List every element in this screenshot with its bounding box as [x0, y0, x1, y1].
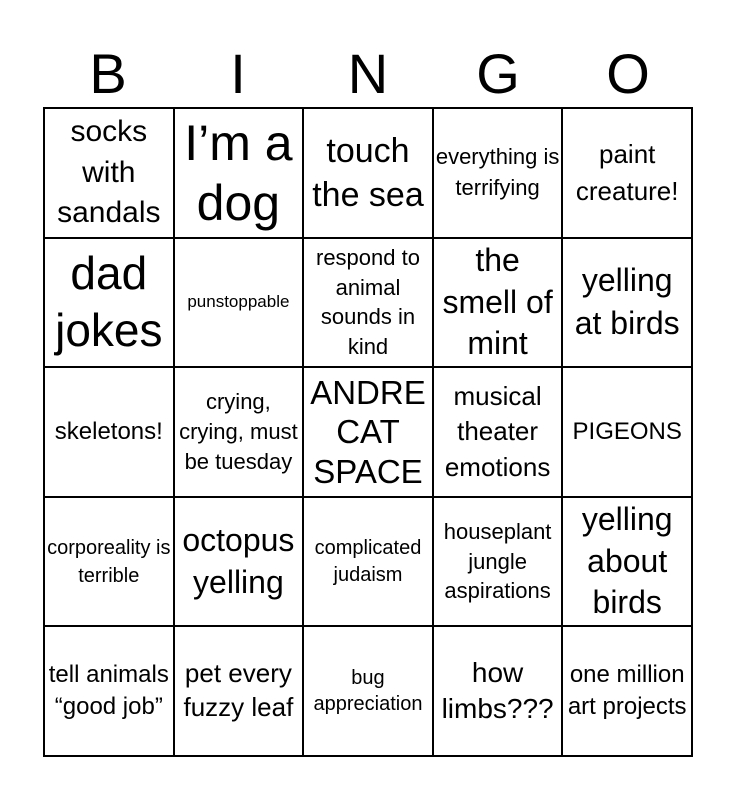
bingo-header — [43, 40, 693, 108]
bingo-cell[interactable] — [174, 497, 304, 627]
cell-text: paint creature! — [575, 139, 679, 206]
bingo-cell[interactable] — [44, 108, 174, 238]
cell-text: octopus yelling — [182, 522, 295, 600]
bingo-cell[interactable] — [562, 626, 692, 756]
bingo-cell[interactable] — [562, 108, 692, 238]
bingo-cell[interactable] — [303, 367, 433, 497]
cell-text: punstoppable — [187, 292, 290, 312]
cell-text: yelling about birds — [581, 501, 673, 621]
bingo-cell[interactable] — [303, 238, 433, 368]
bingo-cell[interactable] — [303, 108, 433, 238]
cell-text: PIGEONS — [572, 417, 682, 445]
header-letter-n: N — [347, 42, 389, 105]
bingo-cell[interactable] — [433, 238, 563, 368]
bingo-cell[interactable] — [433, 367, 563, 497]
cell-text: the smell of mint — [442, 242, 553, 362]
cell-text: pet every fuzzy leaf — [183, 658, 294, 723]
cell-text: one million art projects — [567, 660, 687, 721]
cell-text: tell animals “good job” — [48, 660, 169, 721]
header-letter-o: O — [606, 42, 650, 105]
header-letter-g: G — [476, 42, 520, 105]
bingo-cell[interactable] — [562, 238, 692, 368]
header-letter-i: I — [230, 42, 246, 105]
cell-text: how limbs??? — [441, 656, 554, 725]
bingo-cell[interactable] — [44, 497, 174, 627]
bingo-cell[interactable] — [174, 367, 304, 497]
cell-text: corporeality is terrible — [47, 536, 171, 587]
cell-text: dad jokes — [55, 246, 163, 357]
cell-text: I’m a dog — [184, 114, 293, 231]
header-letter-b: B — [89, 42, 127, 105]
cell-text: socks with sandals — [57, 115, 161, 230]
bingo-cell[interactable] — [562, 497, 692, 627]
cell-text: respond to animal sounds in kind — [316, 245, 420, 360]
bingo-cell[interactable] — [303, 626, 433, 756]
bingo-cell[interactable] — [174, 108, 304, 238]
cell-text: ANDRE CAT SPACE — [310, 373, 426, 490]
cell-text: everything is terrifying — [435, 144, 560, 200]
cell-text: complicated judaism — [314, 536, 422, 586]
bingo-cell[interactable] — [44, 626, 174, 756]
cell-text: touch the sea — [312, 131, 424, 214]
bingo-cell[interactable] — [44, 367, 174, 497]
bingo-cell[interactable] — [174, 626, 304, 756]
bingo-cell[interactable] — [433, 626, 563, 756]
cell-text: skeletons! — [54, 417, 163, 445]
bingo-cell[interactable] — [433, 108, 563, 238]
bingo-cell[interactable] — [174, 238, 304, 368]
bingo-cell[interactable] — [562, 367, 692, 497]
bingo-board — [43, 107, 693, 757]
bingo-cell[interactable] — [433, 497, 563, 627]
bingo-cell[interactable] — [303, 497, 433, 627]
cell-text: crying, crying, must be tuesday — [179, 389, 298, 474]
bingo-cell[interactable] — [44, 238, 174, 368]
cell-text: musical theater emotions — [444, 381, 551, 482]
cell-text: houseplant jungle aspirations — [443, 519, 552, 604]
cell-text: yelling at birds — [574, 262, 680, 342]
cell-text: bug appreciation — [313, 667, 423, 716]
